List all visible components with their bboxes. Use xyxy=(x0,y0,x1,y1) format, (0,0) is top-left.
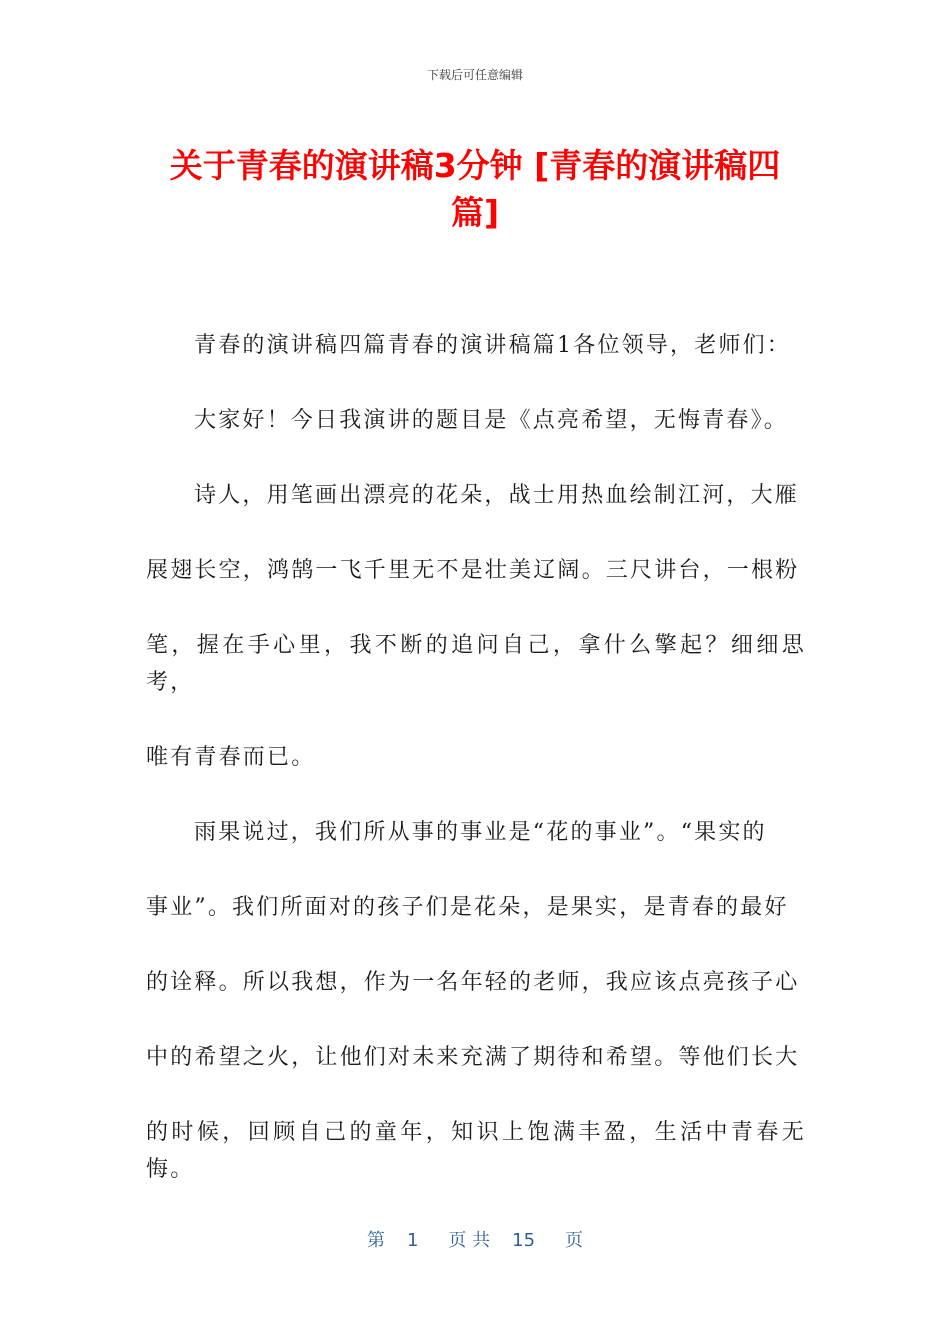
page-header-note: 下载后可任意编辑 xyxy=(426,68,523,82)
document-title: 关于青春的演讲稿3分钟 [青春的演讲稿四篇] xyxy=(169,146,781,232)
footer-prefix: 第 xyxy=(366,1230,385,1251)
text-line: 诗人，用笔画出漂亮的花朵，战士用热血绘制江河，大雁 xyxy=(194,483,800,508)
text-line: 中的希望之火，让他们对未来充满了期待和希望。等他们长大 xyxy=(146,1045,800,1070)
text-line: 事业”。我们所面对的孩子们是花朵，是果实，是青春的最好 xyxy=(146,895,789,920)
page-number-footer xyxy=(0,1226,950,1252)
text-line: 的时候，回顾自己的童年，知识上饱满丰盈，生活中青春无悔。 xyxy=(146,1120,806,1182)
text-line: 笔，握在手心里，我不断的追问自己，拿什么擎起？细细思考， xyxy=(146,633,806,695)
footer-suffix: 页 xyxy=(565,1230,584,1251)
document-body xyxy=(146,327,806,1188)
paragraph xyxy=(146,402,806,439)
text-line: 的诠释。所以我想，作为一名年轻的老师，我应该点亮孩子心 xyxy=(146,970,800,995)
text-line: 大家好！今日我演讲的题目是《点亮希望，无悔青春》。 xyxy=(194,408,789,433)
text-line: 雨果说过，我们所从事的事业是“花的事业”。“果实的 xyxy=(194,820,767,845)
paragraph xyxy=(146,327,806,364)
paragraph xyxy=(146,477,806,776)
text-line: 青春的演讲稿四篇青春的演讲稿篇1各位领导，老师们： xyxy=(194,333,791,358)
text-line: 唯有青春而已。 xyxy=(146,745,316,770)
paragraph xyxy=(146,814,806,1188)
footer-middle: 页 共 xyxy=(448,1230,491,1251)
text-line: 展翅长空，鸿鹄一飞千里无不是壮美辽阔。三尺讲台，一根粉 xyxy=(146,558,800,583)
total-pages-number: 15 xyxy=(512,1230,536,1251)
current-page-number: 1 xyxy=(406,1230,419,1251)
